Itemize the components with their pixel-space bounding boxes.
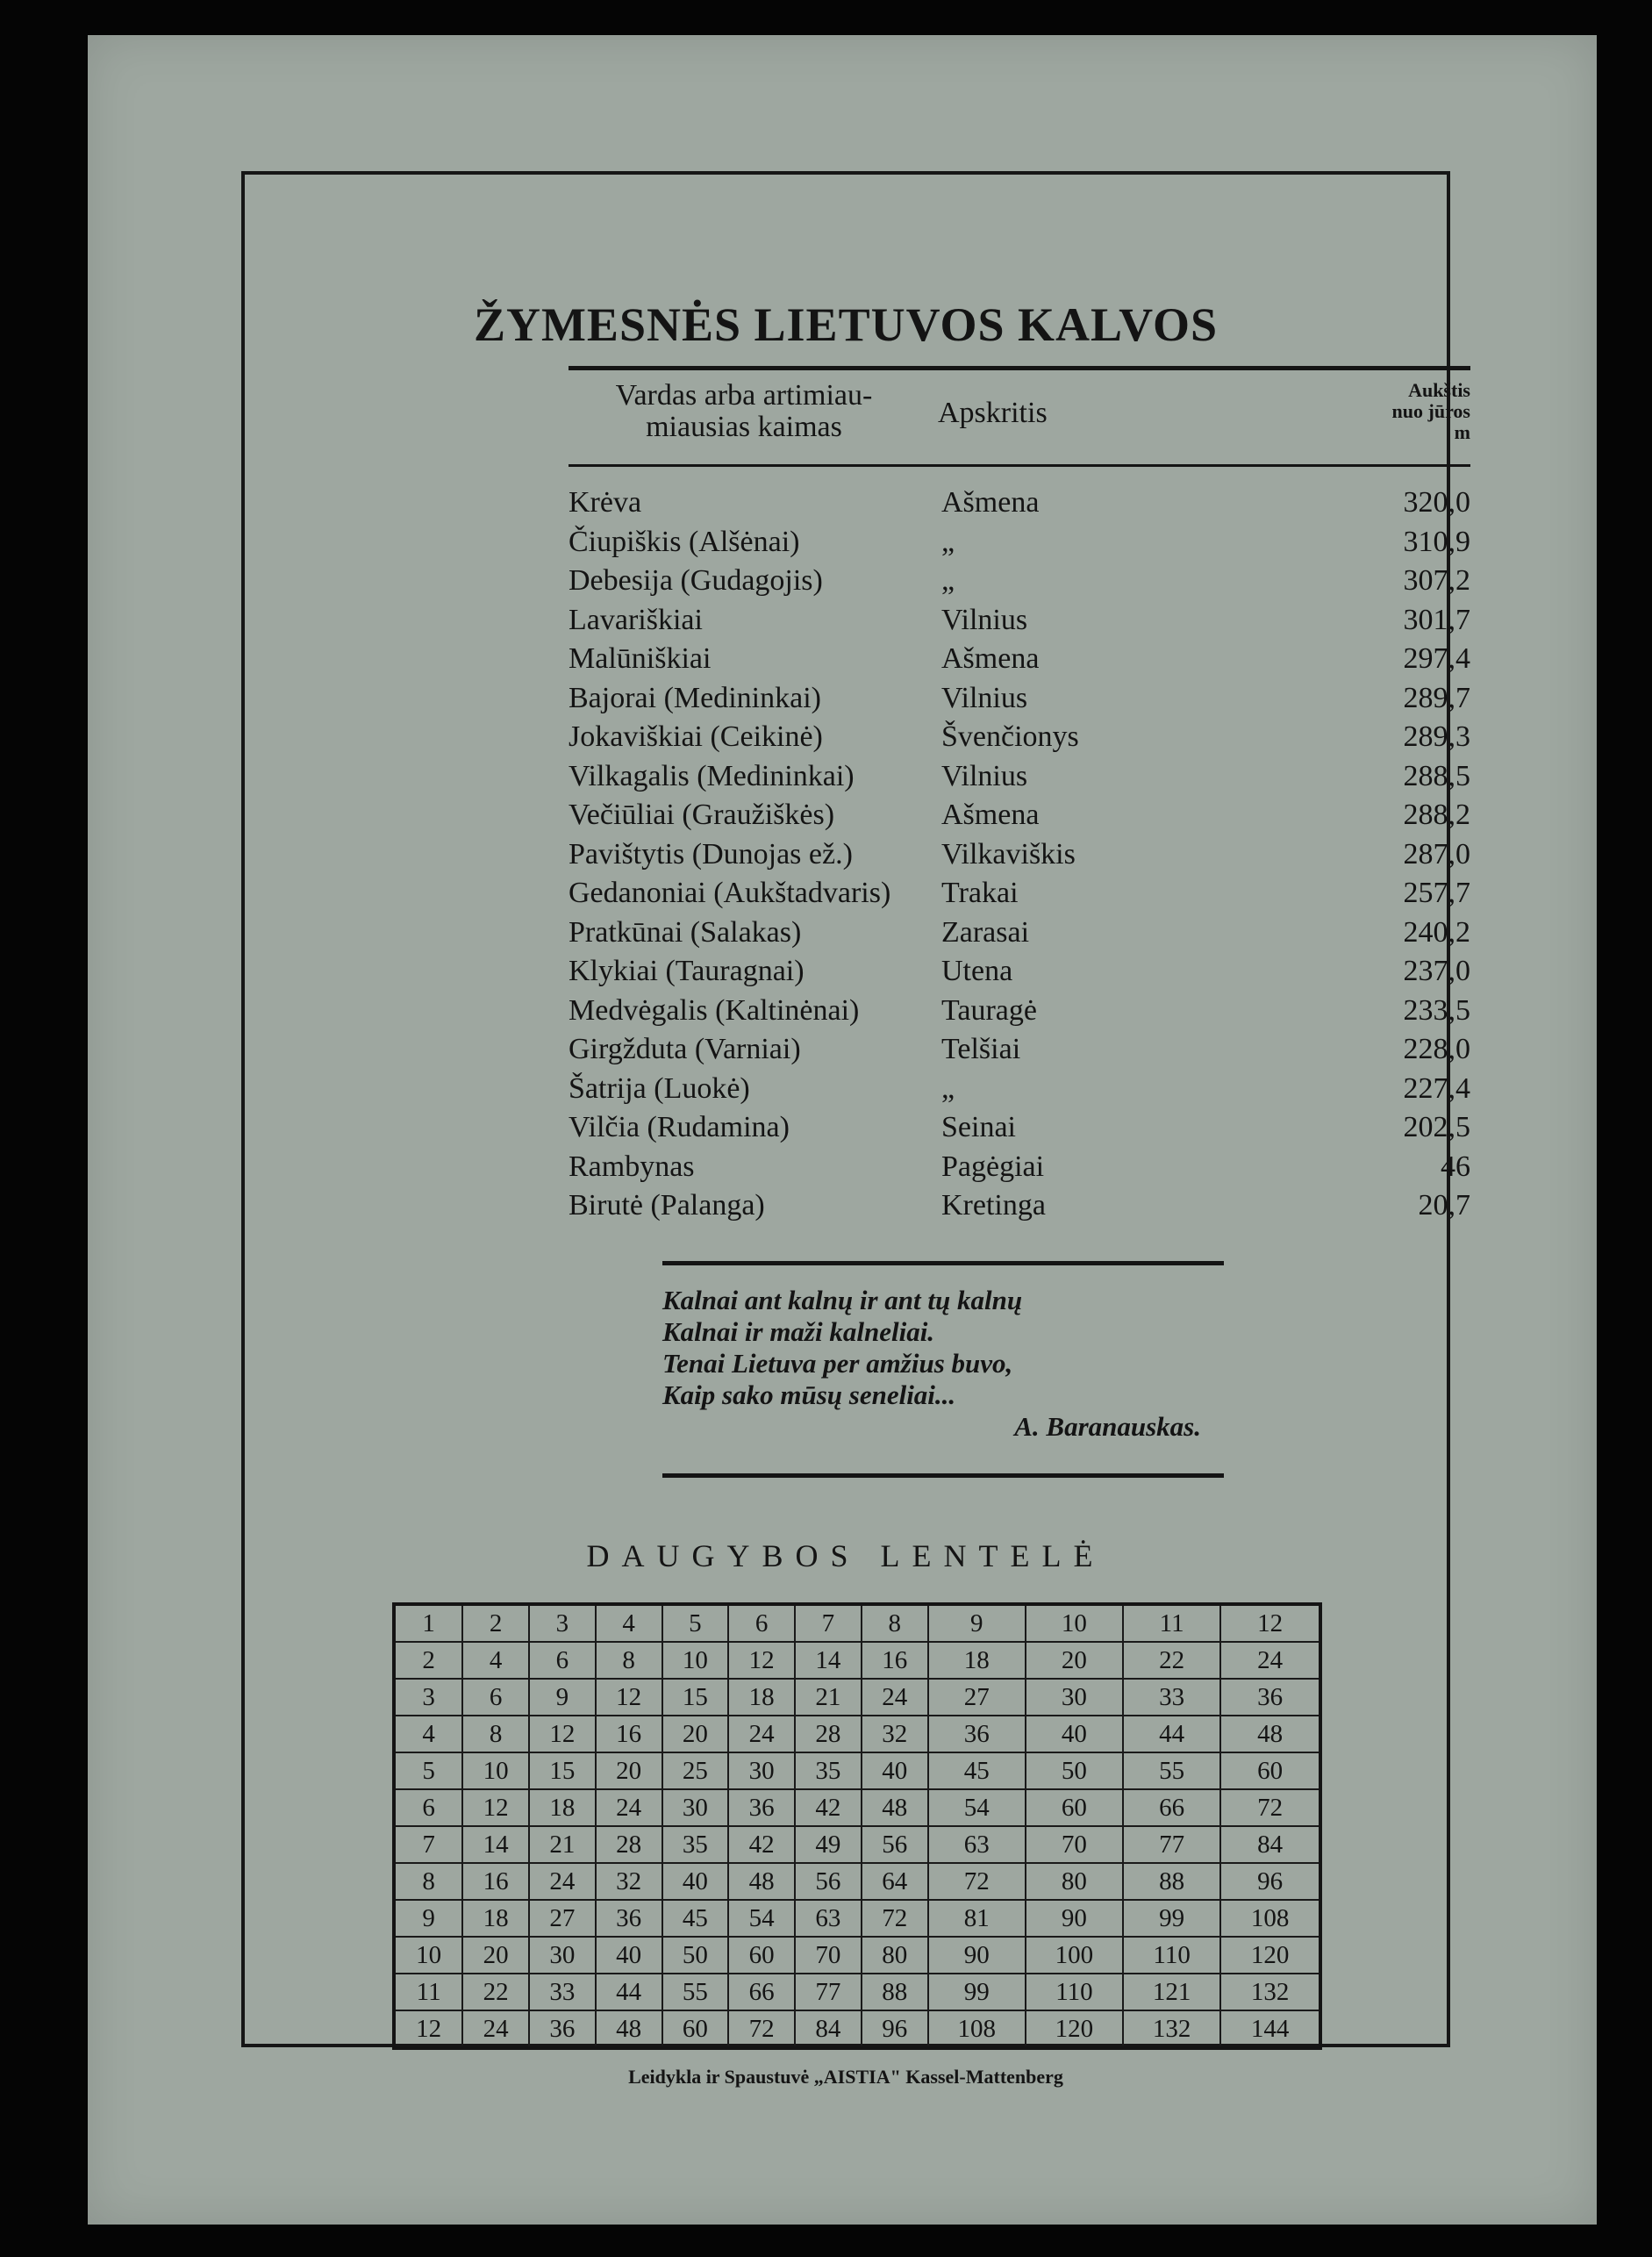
table-cell: 55 <box>1123 1752 1220 1789</box>
table-row <box>394 1642 1320 1679</box>
hill-height: 310,9 <box>1403 525 1470 558</box>
table-cell: 10 <box>462 1752 529 1789</box>
table-cell: 108 <box>928 2010 1026 2048</box>
hill-row <box>569 914 1470 953</box>
header-bottom-rule <box>569 464 1470 467</box>
table-cell: 11 <box>394 1974 462 2010</box>
table-row <box>394 1789 1320 1826</box>
table-cell: 10 <box>1026 1604 1123 1642</box>
table-cell: 3 <box>529 1604 596 1642</box>
table-cell: 10 <box>394 1937 462 1974</box>
table-cell: 144 <box>1220 2010 1320 2048</box>
table-cell: 22 <box>1123 1642 1220 1679</box>
table-cell: 50 <box>1026 1752 1123 1789</box>
table-cell: 32 <box>596 1863 662 1900</box>
table-cell: 40 <box>662 1863 729 1900</box>
hill-county: Vilnius <box>941 681 1028 714</box>
table-cell: 30 <box>728 1752 795 1789</box>
hill-name: Pratkūnai (Salakas) <box>569 915 802 949</box>
table-cell: 56 <box>862 1826 928 1863</box>
table-cell: 4 <box>394 1716 462 1752</box>
table-cell: 70 <box>795 1937 862 1974</box>
hill-name: Gedanoniai (Aukštadvaris) <box>569 877 891 909</box>
poem-line: Tenai Lietuva per amžius buvo, <box>662 1348 1013 1379</box>
table-cell: 60 <box>1220 1752 1320 1789</box>
hill-height: 46 <box>1441 1150 1470 1183</box>
hill-county: Zarasai <box>941 915 1030 949</box>
hill-height: 287,0 <box>1403 837 1470 871</box>
table-cell: 14 <box>795 1642 862 1679</box>
hills-title: ŽYMESNĖS LIETUVOS KALVOS <box>473 298 1219 351</box>
table-cell: 4 <box>462 1642 529 1679</box>
table-cell: 28 <box>795 1716 862 1752</box>
table-cell: 27 <box>928 1679 1026 1716</box>
table-cell: 33 <box>1123 1679 1220 1716</box>
table-cell: 4 <box>596 1604 662 1642</box>
hill-name: Rambynas <box>569 1150 695 1183</box>
table-cell: 66 <box>1123 1789 1220 1826</box>
hill-height: 228,0 <box>1403 1033 1470 1065</box>
table-cell: 6 <box>529 1642 596 1679</box>
hill-row <box>569 1030 1470 1070</box>
hill-county: Vilnius <box>941 759 1028 792</box>
hill-height: 307,2 <box>1403 564 1470 597</box>
table-cell: 7 <box>394 1826 462 1863</box>
hill-name: Klykiai (Tauragnai) <box>569 955 805 987</box>
hill-height: 288,5 <box>1403 759 1470 792</box>
table-cell: 16 <box>862 1642 928 1679</box>
table-cell: 8 <box>394 1863 462 1900</box>
table-row <box>394 2010 1320 2048</box>
hill-county: Pagėgiai <box>941 1150 1045 1183</box>
hill-height: 227,4 <box>1403 1071 1470 1105</box>
table-cell: 100 <box>1026 1937 1123 1974</box>
table-cell: 64 <box>862 1863 928 1900</box>
hill-name: Birutė (Palanga) <box>569 1189 765 1222</box>
hill-height: 257,7 <box>1403 877 1470 909</box>
table-cell: 121 <box>1123 1974 1220 2010</box>
poem-top-rule <box>662 1261 1224 1265</box>
table-cell: 8 <box>596 1642 662 1679</box>
table-cell: 6 <box>394 1789 462 1826</box>
table-cell: 72 <box>862 1900 928 1937</box>
hill-height: 320,0 <box>1403 486 1470 519</box>
table-cell: 60 <box>1026 1789 1123 1826</box>
publisher-footer: Leidykla ir Spaustuvė „AISTIA" Kassel-Mattenberg <box>628 2066 1063 2088</box>
table-cell: 44 <box>1123 1716 1220 1752</box>
table-cell: 42 <box>728 1826 795 1863</box>
table-cell: 12 <box>394 2010 462 2048</box>
table-cell: 11 <box>1123 1604 1220 1642</box>
table-cell: 2 <box>394 1642 462 1679</box>
table-cell: 35 <box>795 1752 862 1789</box>
table-cell: 90 <box>1026 1900 1123 1937</box>
table-cell: 70 <box>1026 1826 1123 1863</box>
table-row <box>394 1826 1320 1863</box>
table-row <box>394 1752 1320 1789</box>
hill-row <box>569 952 1470 992</box>
table-row <box>394 1604 1320 1642</box>
table-cell: 63 <box>795 1900 862 1937</box>
table-cell: 9 <box>928 1604 1026 1642</box>
table-cell: 77 <box>795 1974 862 2010</box>
poem-lines <box>662 1285 1206 1411</box>
hill-county: Švenčionys <box>941 720 1079 753</box>
table-cell: 72 <box>1220 1789 1320 1826</box>
hill-name: Krėva <box>569 486 642 519</box>
hill-name: Večiūliai (Graužiškės) <box>569 799 835 831</box>
table-cell: 60 <box>662 2010 729 2048</box>
hill-name: Vilčia (Rudamina) <box>569 1111 790 1143</box>
table-cell: 77 <box>1123 1826 1220 1863</box>
hill-county: „ <box>941 525 955 558</box>
hill-height: 240,2 <box>1403 915 1470 949</box>
table-cell: 12 <box>462 1789 529 1826</box>
table-cell: 120 <box>1220 1937 1320 1974</box>
table-cell: 22 <box>462 1974 529 2010</box>
column-header-height: Aukštis nuo jūros m <box>1391 379 1470 443</box>
column-header-county: Apskritis <box>938 397 1048 429</box>
table-row <box>394 1863 1320 1900</box>
hill-row <box>569 601 1470 641</box>
hill-county: Seinai <box>941 1111 1016 1143</box>
table-cell: 9 <box>529 1679 596 1716</box>
hill-row <box>569 796 1470 835</box>
table-cell: 3 <box>394 1679 462 1716</box>
table-cell: 56 <box>795 1863 862 1900</box>
border-frame <box>241 171 1470 2088</box>
table-cell: 12 <box>728 1642 795 1679</box>
hill-county: Trakai <box>941 877 1019 909</box>
hill-name: Girgžduta (Varniai) <box>569 1033 801 1065</box>
table-cell: 44 <box>596 1974 662 2010</box>
table-cell: 88 <box>1123 1863 1220 1900</box>
poem-author: A. Baranauskas. <box>1014 1411 1201 1442</box>
table-cell: 1 <box>394 1604 462 1642</box>
table-cell: 10 <box>662 1642 729 1679</box>
hill-name: Vilkagalis (Medininkai) <box>569 759 855 792</box>
table-cell: 30 <box>1026 1679 1123 1716</box>
table-cell: 132 <box>1123 2010 1220 2048</box>
hill-county: Ašmena <box>941 799 1040 831</box>
hill-row <box>569 835 1470 875</box>
table-cell: 45 <box>662 1900 729 1937</box>
table-cell: 24 <box>728 1716 795 1752</box>
page-sheet <box>88 35 1597 2225</box>
table-cell: 72 <box>928 1863 1026 1900</box>
table-cell: 99 <box>928 1974 1026 2010</box>
hill-height: 20,7 <box>1418 1189 1470 1222</box>
table-row <box>394 1900 1320 1937</box>
hill-row <box>569 757 1470 797</box>
table-cell: 50 <box>662 1937 729 1974</box>
hill-county: „ <box>941 564 955 597</box>
table-cell: 7 <box>795 1604 862 1642</box>
table-cell: 40 <box>862 1752 928 1789</box>
hill-row <box>569 640 1470 679</box>
column-header-name: Vardas arba artimiau- miausias kaimas <box>615 379 873 443</box>
table-cell: 6 <box>728 1604 795 1642</box>
poem-bottom-rule <box>662 1473 1224 1478</box>
table-cell: 84 <box>795 2010 862 2048</box>
hill-row <box>569 523 1470 562</box>
hill-county: „ <box>941 1071 955 1105</box>
hill-county: Ašmena <box>941 486 1040 519</box>
table-cell: 36 <box>596 1900 662 1937</box>
table-cell: 54 <box>728 1900 795 1937</box>
hill-name: Čiupiškis (Alšėnai) <box>569 525 800 558</box>
table-cell: 20 <box>596 1752 662 1789</box>
table-cell: 24 <box>862 1679 928 1716</box>
table-cell: 28 <box>596 1826 662 1863</box>
hill-name: Jokaviškiai (Ceikinė) <box>569 720 823 753</box>
hill-row <box>569 1070 1470 1109</box>
table-cell: 30 <box>662 1789 729 1826</box>
table-cell: 16 <box>462 1863 529 1900</box>
table-cell: 35 <box>662 1826 729 1863</box>
hill-name: Medvėgalis (Kaltinėnai) <box>569 993 860 1027</box>
hill-county: Vilkaviškis <box>941 837 1076 871</box>
table-cell: 21 <box>529 1826 596 1863</box>
table-cell: 5 <box>662 1604 729 1642</box>
table-row <box>394 1937 1320 1974</box>
hill-row <box>569 484 1470 523</box>
hill-height: 289,7 <box>1403 681 1470 714</box>
table-cell: 24 <box>529 1863 596 1900</box>
hill-county: Kretinga <box>941 1189 1046 1222</box>
table-cell: 6 <box>462 1679 529 1716</box>
hill-county: Tauragė <box>941 993 1037 1027</box>
table-cell: 40 <box>1026 1716 1123 1752</box>
table-cell: 20 <box>462 1937 529 1974</box>
hill-name: Pavištytis (Dunojas ež.) <box>569 837 853 871</box>
table-cell: 80 <box>862 1937 928 1974</box>
table-cell: 8 <box>462 1716 529 1752</box>
hill-row <box>569 992 1470 1031</box>
table-cell: 110 <box>1123 1937 1220 1974</box>
hill-county: Vilnius <box>941 603 1028 636</box>
table-cell: 108 <box>1220 1900 1320 1937</box>
table-cell: 18 <box>462 1900 529 1937</box>
table-cell: 80 <box>1026 1863 1123 1900</box>
table-cell: 16 <box>596 1716 662 1752</box>
table-cell: 20 <box>662 1716 729 1752</box>
table-cell: 12 <box>529 1716 596 1752</box>
hill-name: Lavariškiai <box>569 603 703 636</box>
table-cell: 45 <box>928 1752 1026 1789</box>
table-cell: 2 <box>462 1604 529 1642</box>
table-cell: 8 <box>862 1604 928 1642</box>
table-cell: 48 <box>596 2010 662 2048</box>
hill-county: Telšiai <box>941 1033 1021 1065</box>
table-cell: 5 <box>394 1752 462 1789</box>
hill-row <box>569 562 1470 601</box>
table-cell: 15 <box>529 1752 596 1789</box>
table-cell: 84 <box>1220 1826 1320 1863</box>
hills-table <box>569 484 1470 1226</box>
hill-row <box>569 679 1470 719</box>
table-cell: 15 <box>662 1679 729 1716</box>
hill-county: Ašmena <box>941 642 1040 675</box>
table-cell: 96 <box>1220 1863 1320 1900</box>
hill-row <box>569 874 1470 914</box>
poem-line: Kaip sako mūsų seneliai... <box>662 1379 956 1410</box>
table-cell: 81 <box>928 1900 1026 1937</box>
table-cell: 60 <box>728 1937 795 1974</box>
hill-row <box>569 1186 1470 1226</box>
table-row <box>394 1679 1320 1716</box>
table-cell: 110 <box>1026 1974 1123 2010</box>
table-cell: 21 <box>795 1679 862 1716</box>
hill-height: 288,2 <box>1403 799 1470 831</box>
table-cell: 36 <box>928 1716 1026 1752</box>
hill-name: Debesija (Gudagojis) <box>569 564 823 597</box>
table-cell: 132 <box>1220 1974 1320 2010</box>
table-cell: 54 <box>928 1789 1026 1826</box>
table-cell: 24 <box>1220 1642 1320 1679</box>
hill-name: Bajorai (Medininkai) <box>569 681 821 714</box>
table-cell: 90 <box>928 1937 1026 1974</box>
table-cell: 36 <box>728 1789 795 1826</box>
hill-name: Šatrija (Luokė) <box>569 1071 750 1105</box>
table-cell: 36 <box>1220 1679 1320 1716</box>
table-cell: 25 <box>662 1752 729 1789</box>
table-cell: 33 <box>529 1974 596 2010</box>
table-cell: 88 <box>862 1974 928 2010</box>
table-cell: 42 <box>795 1789 862 1826</box>
poem-line: Kalnai ir maži kalneliai. <box>662 1316 935 1347</box>
table-cell: 18 <box>728 1679 795 1716</box>
hill-height: 237,0 <box>1403 955 1470 987</box>
hill-height: 289,3 <box>1403 720 1470 753</box>
table-cell: 18 <box>928 1642 1026 1679</box>
table-cell: 12 <box>596 1679 662 1716</box>
table-cell: 63 <box>928 1826 1026 1863</box>
table-cell: 40 <box>596 1937 662 1974</box>
table-cell: 99 <box>1123 1900 1220 1937</box>
table-cell: 18 <box>529 1789 596 1826</box>
table-cell: 72 <box>728 2010 795 2048</box>
table-row <box>394 1974 1320 2010</box>
hill-row <box>569 1148 1470 1187</box>
poem-block <box>662 1285 1206 1443</box>
table-cell: 55 <box>662 1974 729 2010</box>
table-cell: 9 <box>394 1900 462 1937</box>
multiplication-table <box>392 1602 1322 2050</box>
table-cell: 48 <box>728 1863 795 1900</box>
table-cell: 14 <box>462 1826 529 1863</box>
table-cell: 120 <box>1026 2010 1123 2048</box>
table-cell: 24 <box>462 2010 529 2048</box>
hill-name: Malūniškiai <box>569 642 712 675</box>
table-cell: 27 <box>529 1900 596 1937</box>
hill-height: 301,7 <box>1403 603 1470 636</box>
table-cell: 49 <box>795 1826 862 1863</box>
hill-row <box>569 1108 1470 1148</box>
hill-county: Utena <box>941 955 1013 987</box>
table-cell: 32 <box>862 1716 928 1752</box>
table-cell: 30 <box>529 1937 596 1974</box>
table-cell: 20 <box>1026 1642 1123 1679</box>
hill-height: 202,5 <box>1403 1111 1470 1143</box>
poem-line: Kalnai ant kalnų ir ant tų kalnų <box>662 1285 1023 1315</box>
table-cell: 12 <box>1220 1604 1320 1642</box>
table-cell: 48 <box>862 1789 928 1826</box>
table-cell: 24 <box>596 1789 662 1826</box>
hill-row <box>569 718 1470 757</box>
table-cell: 66 <box>728 1974 795 2010</box>
header-top-rule <box>569 366 1470 370</box>
hill-height: 297,4 <box>1403 642 1470 675</box>
table-cell: 96 <box>862 2010 928 2048</box>
hill-height: 233,5 <box>1403 993 1470 1027</box>
table-cell: 36 <box>529 2010 596 2048</box>
multiplication-title: DAUGYBOS LENTELĖ <box>586 1538 1105 1573</box>
table-cell: 48 <box>1220 1716 1320 1752</box>
table-row <box>394 1716 1320 1752</box>
